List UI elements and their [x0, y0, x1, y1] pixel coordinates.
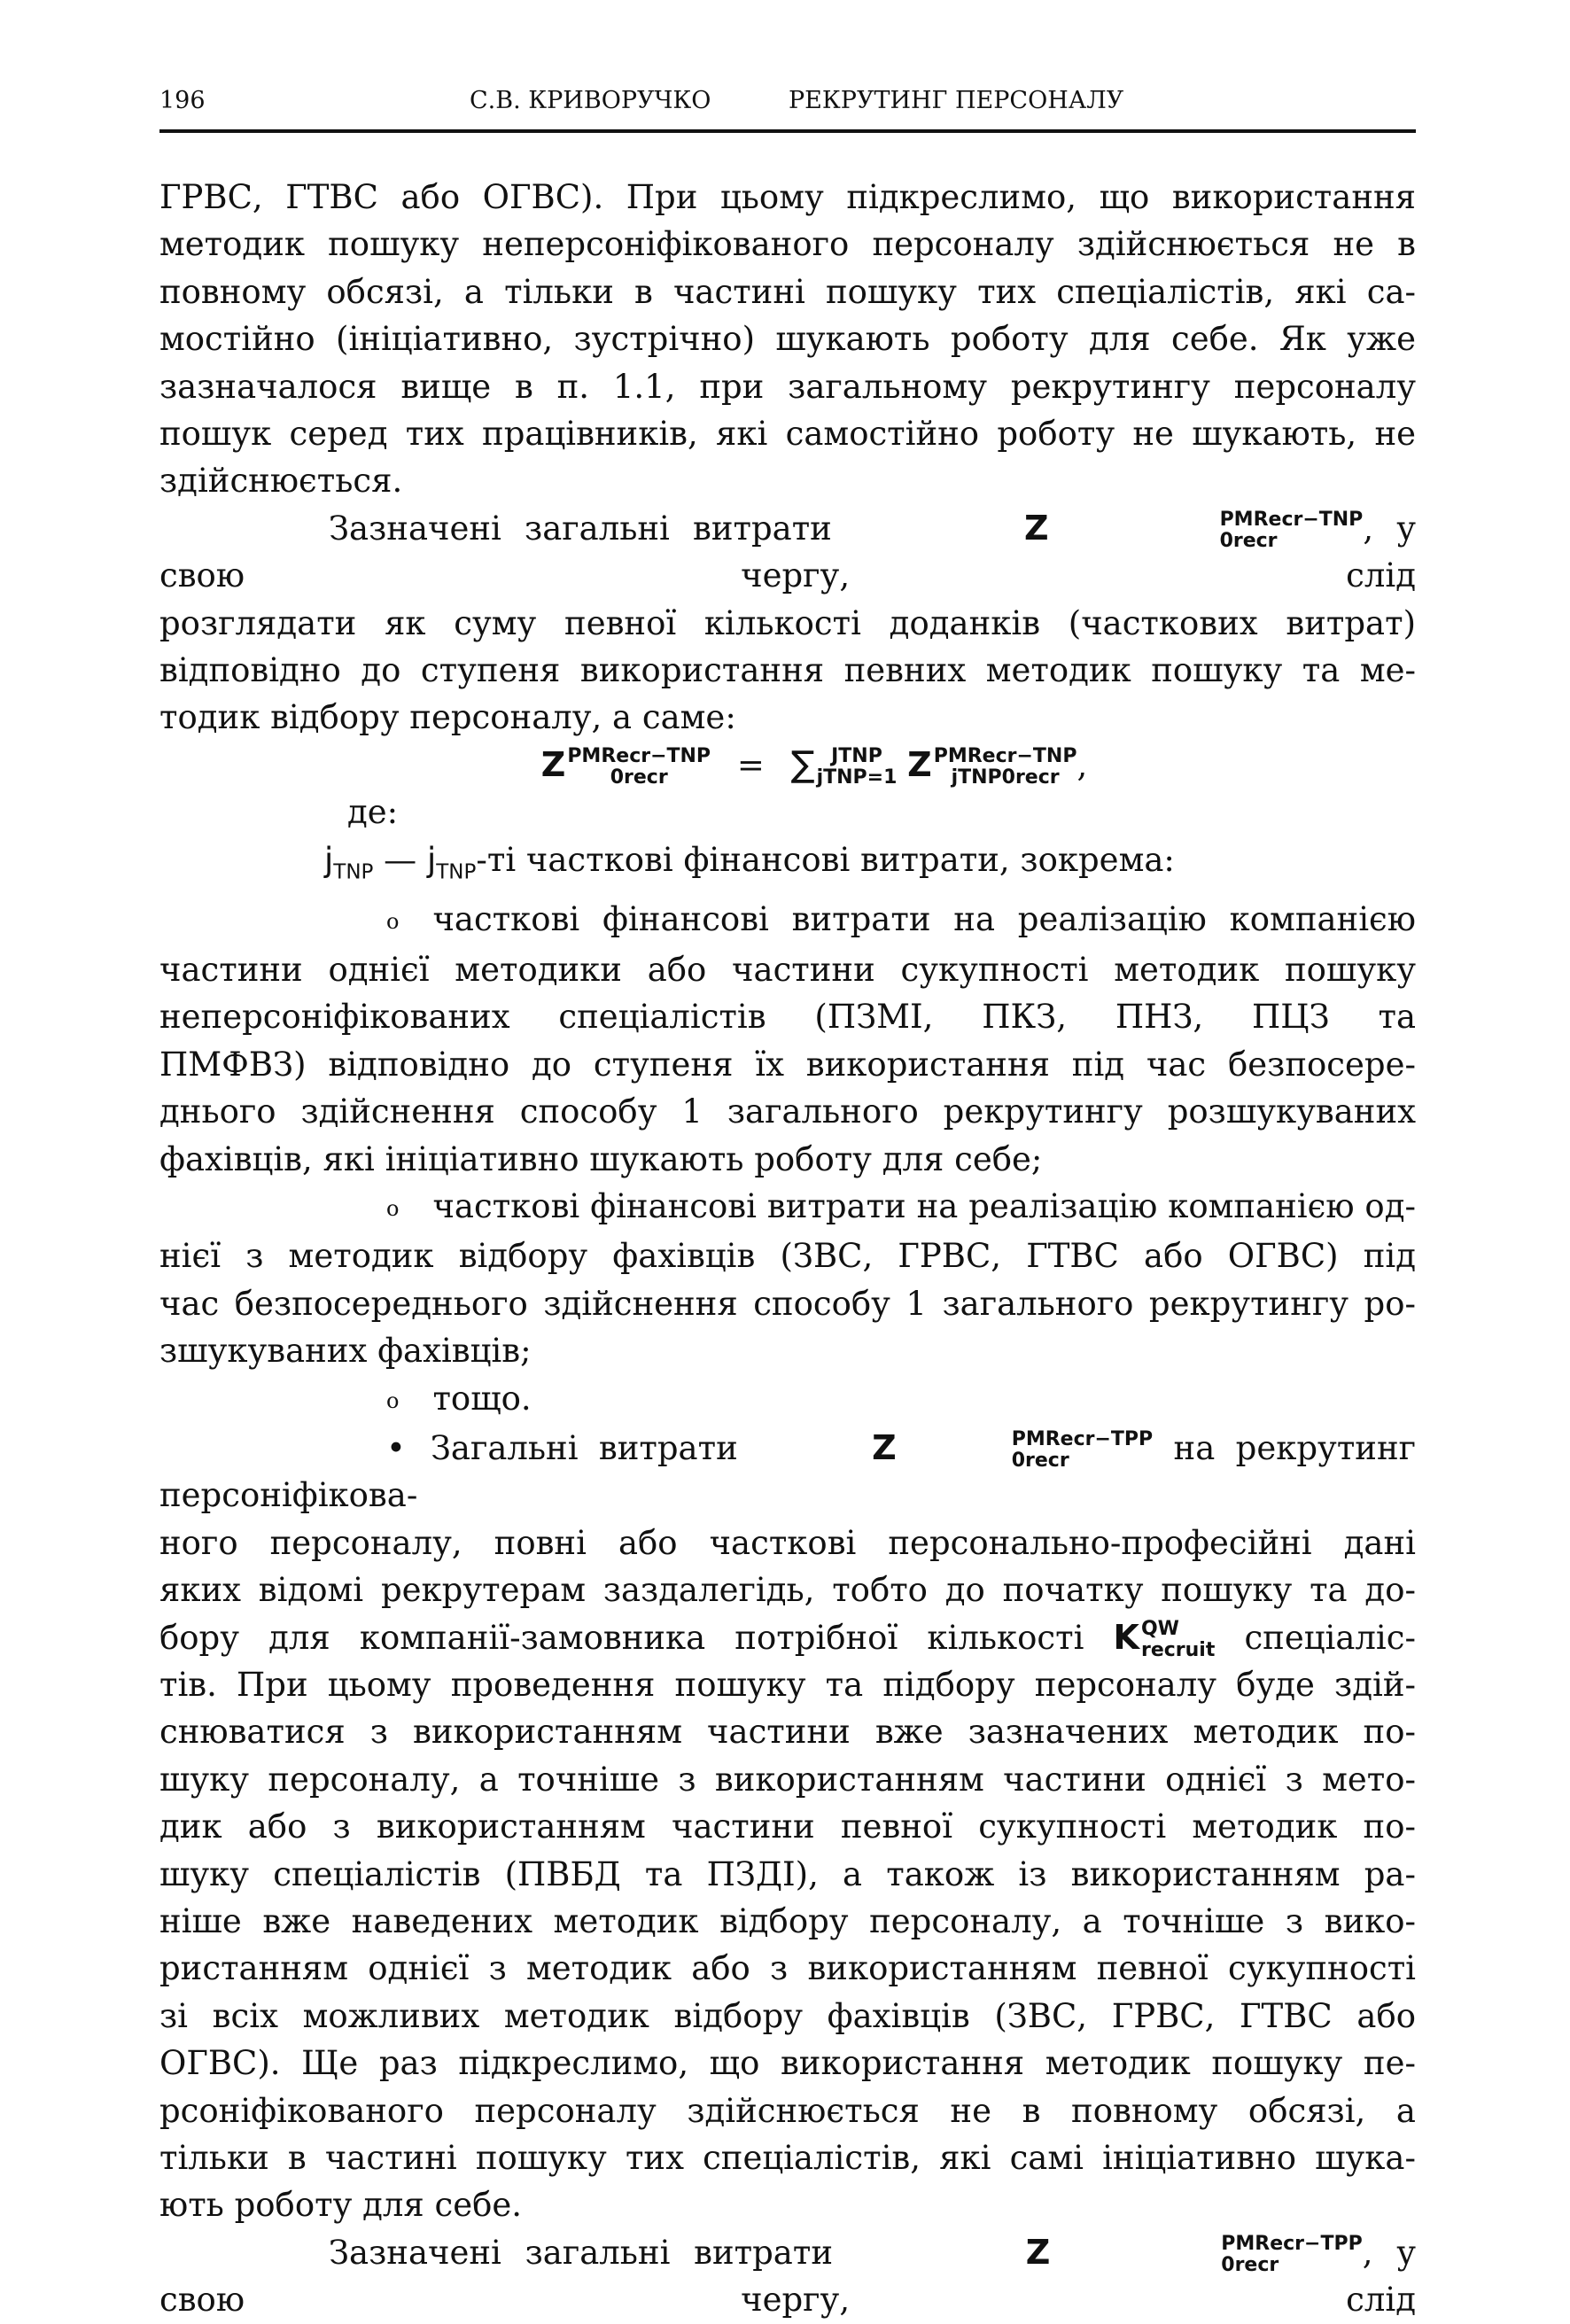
paragraph-line: фахівців, які ініціативно шукають роботу для себе;	[159, 1139, 1043, 1178]
paragraph-line: днього здійснення способу 1 загального рекрутингу розшукуваних	[159, 1092, 1416, 1131]
bullet-item: o тощо.	[159, 1375, 1416, 1425]
running-title: РЕКРУТИНГ ПЕРСОНАЛУ	[789, 87, 1124, 114]
page-header	[159, 87, 1416, 133]
page-body	[159, 174, 1416, 2324]
paragraph-line: методик пошуку неперсоніфікованого персоналу здійснюється не в	[159, 225, 1416, 264]
paragraph-line: яких відомі рекрутерам заздалегідь, тобто до початку пошуку та до-	[159, 1571, 1416, 1610]
paragraph-line: час безпосереднього здійснення способу 1 загального рекрутингу ро-	[159, 1284, 1416, 1323]
paragraph-line: ного персоналу, повні або часткові персонально-професійні дані	[159, 1523, 1416, 1562]
paragraph-line: відповідно до ступеня використання певних методик пошуку та ме-	[159, 651, 1416, 690]
paragraph-line: бору для компанії-замовника потрібної кількості K QW recruit спеціаліс-	[159, 1614, 1416, 1661]
paragraph-line: тодик відбору персоналу, а саме:	[159, 698, 736, 737]
j-definition: $j_{TNP}$ — $j_{TNP}-ті$ часткові фінансові витрати, зокрема:	[324, 840, 1175, 884]
paragraph-line: Зазначені загальні витрати Z PMRecr−TNP 0recr , у свою чергу, слід	[159, 505, 1416, 600]
paragraph-line: нієї з методик відбору фахівців (ЗВС, ГРВС, ГТВС або ОГВС) під	[159, 1237, 1416, 1276]
paragraph-line: Зазначені загальні витрати Z PMRecr−TPP 0recr , у свою чергу, слід	[159, 2232, 1416, 2320]
paragraph-line: розглядати як суму певної кількості доданків (часткових витрат)	[159, 603, 1416, 642]
paragraph-line: шуку персоналу, а точніше з використанням частини однієї з мето-	[159, 1760, 1416, 1799]
running-author: С.В. КРИВОРУЧКО	[470, 87, 711, 114]
paragraph-line: здійснюється.	[159, 462, 403, 501]
paragraph-line: снюватися з використанням частини вже зазначених методик по-	[159, 1713, 1416, 1752]
paragraph-line: рсоніфікованого персоналу здійснюється не в повному обсязі, а	[159, 2091, 1416, 2130]
paragraph-line: шуку спеціалістів (ПВБД та ПЗДІ), а також із використанням ра-	[159, 1854, 1416, 1893]
where-label: де:	[347, 793, 399, 832]
paragraph-line: ніше вже наведених методик відбору персоналу, а точніше з вико-	[159, 1902, 1416, 1941]
paragraph-line: неперсоніфікованих спеціалістів (ПЗМІ, ПКЗ, ПНЗ, ПЦЗ та	[159, 998, 1416, 1037]
formula: Z PMRecr−TNP 0recr = ∑ JTNP jTNP=1 Z PMRecr−TNP jTNP0recr ,	[540, 743, 1088, 789]
k-symbol: K QW recruit	[1113, 1617, 1216, 1662]
paragraph-line: тів. При цьому проведення пошуку та підбору персоналу буде здій-	[159, 1665, 1416, 1704]
paragraph-line: ють роботу для себе.	[159, 2186, 523, 2225]
dot-bullet-icon: •	[386, 1428, 406, 1467]
paragraph-line: мостійно (ініціативно, зустрічно) шукають роботу для себе. Як уже	[159, 320, 1416, 359]
paragraph-line: зі всіх можливих методик відбору фахівців (ЗВС, ГРВС, ГТВС або	[159, 1996, 1416, 2035]
page-number: 196	[159, 87, 206, 114]
z-symbol: Z PMRecr−TNP 0recr	[1024, 508, 1364, 553]
sum-symbol: ∑	[790, 743, 815, 785]
circle-bullet-icon: o	[386, 1387, 400, 1413]
bullet-item: o часткові фінансові витрати на реалізацію компанією од-	[159, 1183, 1416, 1232]
paragraph-line: пошук серед тих працівників, які самостійно роботу не шукають, не	[159, 415, 1416, 454]
paragraph-line: тільки в частині пошуку тих спеціалістів, які самі ініціативно шука-	[159, 2139, 1416, 2178]
paragraph-line: ОГВС). Ще раз підкреслимо, що використання методик пошуку пе-	[159, 2044, 1416, 2083]
paragraph-line: частини однієї методики або частини сукупності методик пошуку	[159, 950, 1416, 989]
paragraph-line: ристанням однієї з методик або з використанням певної сукупності	[159, 1949, 1416, 1988]
bullet-item: • Загальні витрати Z PMRecr−TPP 0recr на рекрутинг персоніфікова-	[159, 1425, 1416, 1520]
paragraph-line: зазначалося вище в п. 1.1, при загальному рекрутингу персоналу	[159, 367, 1416, 406]
bullet-item: o часткові фінансові витрати на реалізацію компанією	[159, 896, 1416, 945]
paragraph-line: повному обсязі, а тільки в частині пошуку тих спеціалістів, які са-	[159, 272, 1416, 311]
paragraph-line: дик або з використанням частини певної сукупності методик по-	[159, 1807, 1416, 1846]
paragraph-line: зшукуваних фахівців;	[159, 1332, 532, 1371]
paragraph: ГРВС, ГТВС або ОГВС). При цьому підкреслимо, що використання	[159, 178, 1416, 216]
circle-bullet-icon: o	[386, 1195, 400, 1221]
paragraph-line: ПМФВЗ) відповідно до ступеня їх використання під час безпосере-	[159, 1045, 1416, 1084]
circle-bullet-icon: o	[386, 909, 400, 935]
